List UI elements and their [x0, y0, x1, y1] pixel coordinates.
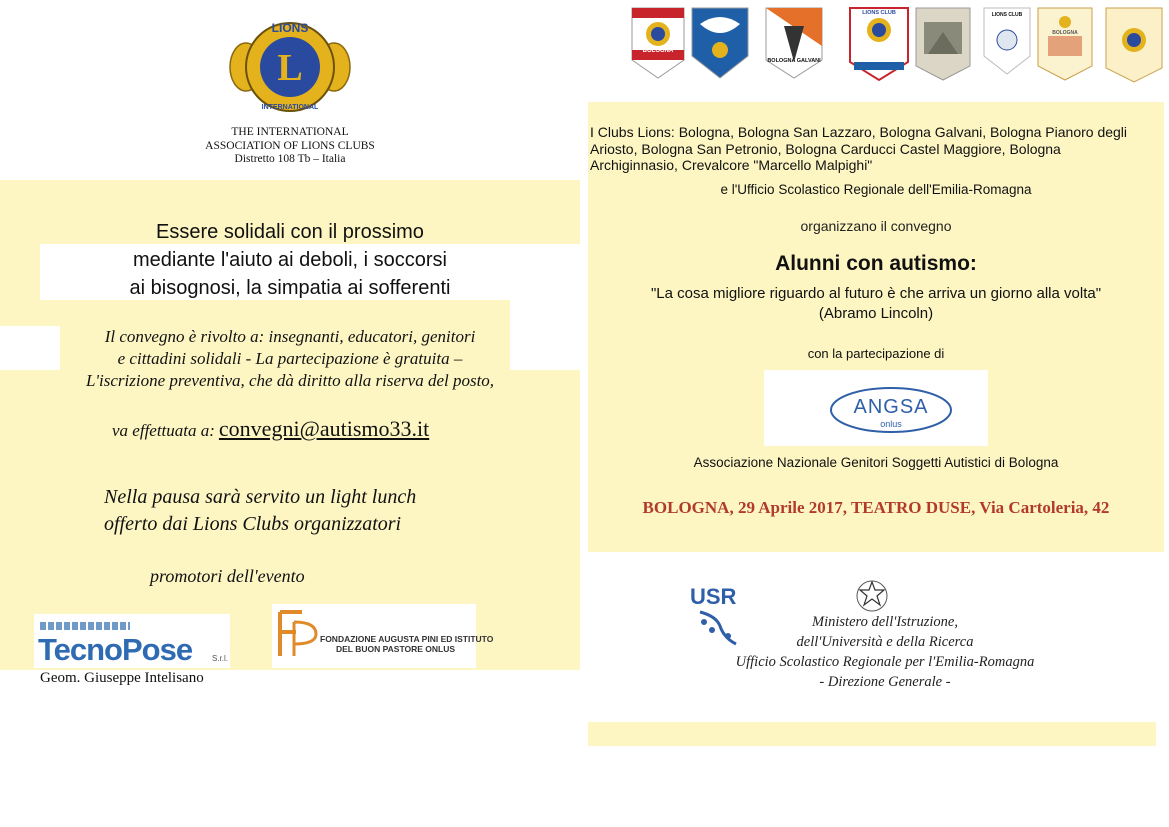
- pennant-san-petronio: [982, 6, 1032, 80]
- ministry-block: [650, 612, 1120, 692]
- clubs-line-3: Archiginnasio, Crevalcore "Marcello Malpighi": [590, 157, 873, 173]
- ministry-line-1: Ministero dell'Istruzione,: [812, 614, 958, 630]
- clubs-line-1: I Clubs Lions: Bologna, Bologna San Lazzaro, Bologna Galvani, Bologna Pianoro degli: [590, 124, 1128, 140]
- org-block: [180, 126, 400, 167]
- register-email-link[interactable]: convegni@autismo33.it: [218, 416, 430, 441]
- info-line-1: Il convegno è rivolto a: insegnanti, educatori, genitori: [104, 327, 476, 346]
- motto: [80, 218, 500, 302]
- sponsor-person: Geom. Giuseppe Intelisano: [40, 670, 204, 686]
- angsa-name: ANGSA: [853, 396, 929, 418]
- pennant-galvani: [764, 6, 820, 80]
- org-line-2: ASSOCIATION OF LIONS CLUBS: [205, 139, 375, 152]
- pennant-bologna: [630, 6, 686, 80]
- pennant-pianoro: [1104, 6, 1164, 80]
- ministry-line-3: Ufficio Scolastico Regionale per l'Emilia-Romagna: [735, 654, 1035, 670]
- tecnopose-stripes: [40, 622, 130, 630]
- lunch-line-2: offerto dai Lions Clubs organizzatori: [104, 513, 402, 535]
- quote-block: [588, 284, 1164, 324]
- partnership-line: con la partecipazione di: [807, 346, 945, 361]
- organize-line: organizzano il convegno: [800, 218, 952, 234]
- svg-text:USR: USR: [690, 584, 737, 609]
- pennant-archiginnasio-label: BOLOGNA: [1052, 30, 1078, 36]
- augusta-pini-line-2: DEL BUON PASTORE ONLUS: [336, 644, 456, 654]
- clubs-list: [590, 124, 1166, 174]
- tecnopose-logo: [34, 614, 230, 668]
- logo-letter: L: [277, 47, 303, 89]
- panel-left-1b: [0, 244, 40, 300]
- angsa-sub: onlus: [880, 419, 902, 429]
- pennant-san-lazzaro: [690, 6, 746, 80]
- quote-author: (Abramo Lincoln): [818, 305, 934, 322]
- clubs-line-2: Ariosto, Bologna San Petronio, Bologna Carducci Castel Maggiore, Bologna: [590, 140, 1061, 157]
- pennant-archiginnasio: [1036, 6, 1094, 80]
- tecnopose-name: TecnoPose: [38, 632, 193, 667]
- pennant-carducci: [848, 6, 910, 80]
- ministry-line-4: - Direzione Generale -: [819, 674, 951, 690]
- org-line-1: THE INTERNATIONAL: [231, 126, 349, 138]
- motto-line-1: Essere solidali con il prossimo: [156, 221, 424, 243]
- lunch-line-1: Nella pausa sarà servito un light lunch: [104, 486, 417, 508]
- info-line-2: e cittadini solidali - La partecipazione è gratuita –: [117, 349, 463, 368]
- info-block: [30, 326, 550, 392]
- motto-line-2: mediante l'aiuto ai deboli, i soccorsi: [133, 249, 447, 271]
- logo-top-text: LIONS: [271, 21, 309, 35]
- org-line-3: Distretto 108 Tb – Italia: [234, 153, 346, 165]
- panel-left-2: [0, 300, 510, 326]
- panel-right-bottom: [588, 722, 1156, 746]
- pennant-bologna-label: BOLOGNA: [642, 48, 674, 54]
- quote-text: "La cosa migliore riguardo al futuro è che arriva un giorno alla volta": [650, 285, 1102, 302]
- ministry-line-2: dell'Università e della Ricerca: [796, 634, 974, 650]
- pennant-crevalcore: [914, 6, 972, 80]
- register-line: [112, 416, 429, 442]
- lions-logo: [228, 12, 352, 122]
- promoters-title: promotori dell'evento: [150, 566, 305, 586]
- lunch-block: [104, 484, 416, 538]
- augusta-pini-text: [320, 634, 493, 654]
- pennant-san-petronio-label: LIONS CLUB: [991, 12, 1023, 18]
- fp-monogram-icon: [276, 608, 320, 660]
- pennant-galvani-label: BOLOGNA GALVANI: [767, 58, 821, 64]
- augusta-pini-line-1: FONDAZIONE AUGUSTA PINI ED ISTITUTO: [320, 634, 494, 644]
- event-title: Alunni con autismo:: [775, 252, 977, 275]
- logo-bottom-text: INTERNATIONAL: [261, 104, 319, 111]
- pennant-carducci-label: LIONS CLUB: [862, 10, 896, 16]
- info-line-3: L'iscrizione preventiva, che dà diritto alla riserva del posto,: [85, 371, 495, 390]
- venue-line: BOLOGNA, 29 Aprile 2017, TEATRO DUSE, Via Cartoleria, 42: [642, 498, 1110, 517]
- office-line: e l'Ufficio Scolastico Regionale dell'Emilia-Romagna: [720, 182, 1032, 197]
- register-prefix: va effettuata a:: [112, 421, 215, 440]
- tecnopose-suffix: S.r.l.: [212, 654, 229, 663]
- augusta-pini-logo: [272, 604, 494, 668]
- angsa-full-name: Associazione Nazionale Genitori Soggetti Autistici di Bologna: [693, 455, 1059, 470]
- angsa-logo: [764, 370, 988, 446]
- italian-emblem-icon: [853, 578, 891, 614]
- motto-line-3: ai bisognosi, la simpatia ai sofferenti: [129, 277, 451, 299]
